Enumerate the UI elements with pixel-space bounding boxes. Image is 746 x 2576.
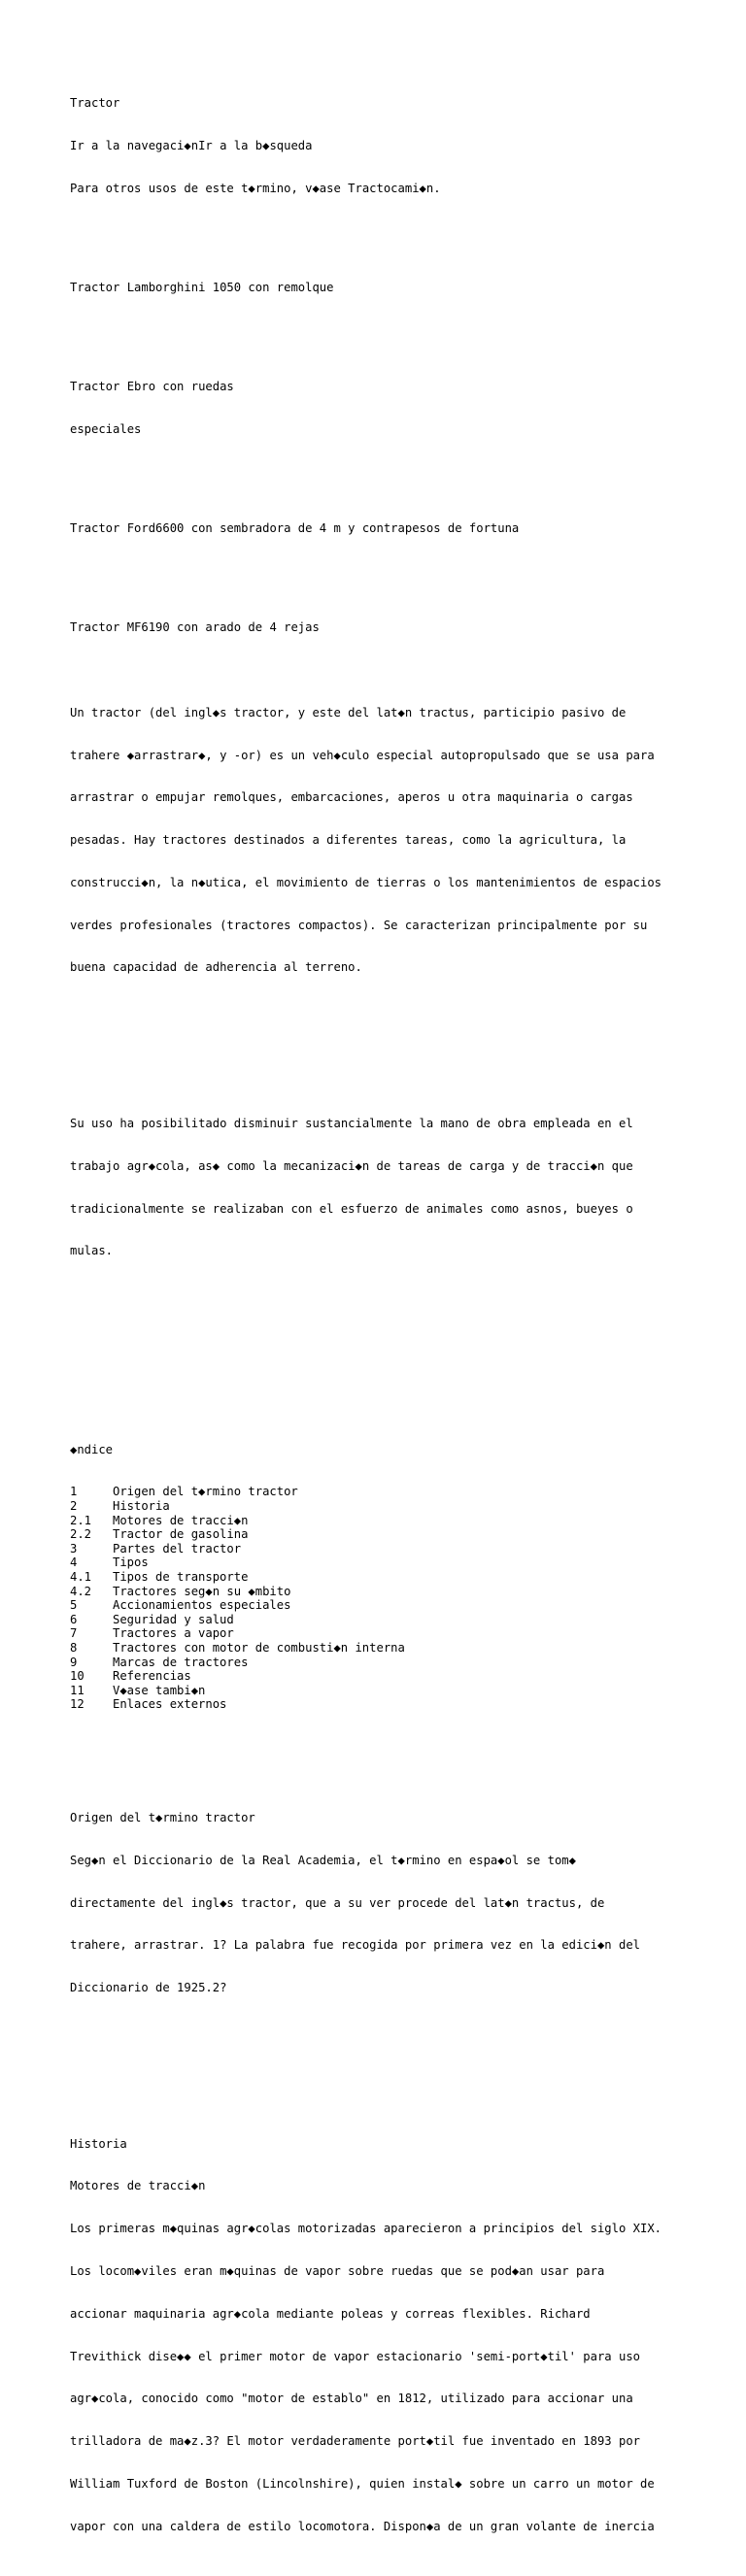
toc-item-number: 2.1 bbox=[70, 1513, 92, 1527]
toc-item-label[interactable]: Partes del tractor bbox=[113, 1541, 242, 1556]
text-line: verdes profesionales (tractores compactos). Se caracterizan principalmente por su bbox=[70, 918, 648, 932]
toc-item-number: 6 bbox=[70, 1612, 78, 1626]
origin-section bbox=[70, 1783, 711, 2024]
toc-item-label[interactable]: Tractores con motor de combusti◆n interna bbox=[113, 1640, 405, 1655]
toc-item-label[interactable]: Tipos bbox=[113, 1556, 149, 1570]
document-body bbox=[70, 68, 711, 2576]
text-line: trilladora de ma◆z.3? El motor verdaderamente port◆til fue inventado en 1893 por bbox=[70, 2434, 640, 2449]
toc-item-number: 8 bbox=[70, 1640, 78, 1655]
toc-item-number: 7 bbox=[70, 1626, 78, 1641]
toc-item[interactable] bbox=[70, 1598, 711, 1613]
toc-item-number: 11 bbox=[70, 1683, 85, 1697]
text-line: Trevithick dise◆◆ el primer motor de vapor estacionario 'semi-port◆til' para uso bbox=[70, 2349, 640, 2363]
toc-item-label[interactable]: V◆ase tambi◆n bbox=[113, 1683, 206, 1697]
image-caption: Tractor Ebro con ruedas bbox=[70, 380, 234, 394]
toc-item[interactable] bbox=[70, 1485, 711, 1499]
section-heading-origin: Origen del t◆rmino tractor bbox=[70, 1811, 255, 1825]
toc-item-label[interactable]: Tractores a vapor bbox=[113, 1626, 234, 1641]
text-line: agr◆cola, conocido como "motor de establo" en 1812, utilizado para accionar una bbox=[70, 2392, 633, 2406]
toc-item[interactable] bbox=[70, 1499, 711, 1514]
toc-item-number: 2 bbox=[70, 1498, 78, 1513]
image-caption: Tractor Ford6600 con sembradora de 4 m y contrapesos de fortuna bbox=[70, 521, 520, 535]
toc-item[interactable] bbox=[70, 1527, 711, 1542]
toc-item-number: 9 bbox=[70, 1655, 78, 1669]
text-line: Los locom◆viles eran m◆quinas de vapor sobre ruedas que se pod◆an usar para bbox=[70, 2264, 605, 2279]
text-line: mulas. bbox=[70, 1244, 114, 1258]
toc-item-number: 10 bbox=[70, 1669, 85, 1684]
toc-item-label[interactable]: Enlaces externos bbox=[113, 1697, 227, 1712]
toc-item-label[interactable]: Accionamientos especiales bbox=[113, 1598, 291, 1613]
image-caption: Tractor MF6190 con arado de 4 rejas bbox=[70, 620, 320, 635]
page-title: Tractor bbox=[70, 96, 120, 111]
image-caption: Tractor Lamborghini 1050 con remolque bbox=[70, 280, 334, 294]
text-line: tradicionalmente se realizaban con el esfuerzo de animales como asnos, bueyes o bbox=[70, 1201, 633, 1216]
toc-item-number: 4.2 bbox=[70, 1584, 92, 1598]
text-line: pesadas. Hay tractores destinados a diferentes tareas, como la agricultura, la bbox=[70, 833, 627, 848]
text-line: Su uso ha posibilitado disminuir sustancialmente la mano de obra empleada en el bbox=[70, 1116, 633, 1130]
text-line: Diccionario de 1925.2? bbox=[70, 1981, 227, 1995]
text-line: William Tuxford de Boston (Lincolnshire), quien instal◆ sobre un carro un motor de bbox=[70, 2476, 655, 2491]
text-line: trabajo agr◆cola, as◆ como la mecanizaci◆n de tareas de carga y de tracci◆n que bbox=[70, 1158, 633, 1173]
image-caption: especiales bbox=[70, 421, 142, 436]
toc-item[interactable] bbox=[70, 1556, 711, 1570]
toc-item[interactable] bbox=[70, 1585, 711, 1599]
text-line: directamente del ingl◆s tractor, que a su ver procede del lat◆n tractus, de bbox=[70, 1895, 605, 1910]
toc-item-label[interactable]: Tractores seg◆n su ◆mbito bbox=[113, 1584, 291, 1598]
toc-list bbox=[70, 1485, 711, 1712]
text-line: Un tractor (del ingl◆s tractor, y este del lat◆n tractus, participio pasivo de bbox=[70, 705, 627, 719]
toc-item[interactable] bbox=[70, 1641, 711, 1656]
toc-item-label[interactable]: Motores de tracci◆n bbox=[113, 1513, 249, 1527]
subsection-heading-traction: Motores de tracci◆n bbox=[70, 2179, 206, 2193]
toc-item-label[interactable]: Referencias bbox=[113, 1669, 191, 1684]
toc-item-number: 4 bbox=[70, 1556, 78, 1570]
toc-heading: ◆ndice bbox=[70, 1442, 114, 1456]
toc-item-label[interactable]: Tipos de transporte bbox=[113, 1569, 249, 1584]
text-line: Seg◆n el Diccionario de la Real Academia, el t◆rmino en espa◆ol se tom◆ bbox=[70, 1853, 576, 1867]
toc-item[interactable] bbox=[70, 1626, 711, 1641]
toc-item[interactable] bbox=[70, 1542, 711, 1556]
toc-item-number: 3 bbox=[70, 1541, 78, 1556]
intro-paragraph-1 bbox=[70, 678, 711, 1004]
toc-item-label[interactable]: Historia bbox=[113, 1498, 170, 1513]
text-line: buena capacidad de adherencia al terreno. bbox=[70, 960, 362, 975]
toc-item-number: 12 bbox=[70, 1697, 85, 1712]
text-line: trahere, arrastrar. 1? La palabra fue recogida por primera vez en la edici◆n del bbox=[70, 1938, 640, 1953]
intro-paragraph-2 bbox=[70, 1088, 711, 1287]
other-uses-note: Para otros usos de este t◆rmino, v◆ase Tractocami◆n. bbox=[70, 181, 441, 195]
toc-item[interactable] bbox=[70, 1613, 711, 1627]
toc-item-number: 1 bbox=[70, 1485, 78, 1499]
text-line: accionar maquinaria agr◆cola mediante poleas y correas flexibles. Richard bbox=[70, 2306, 591, 2321]
toc-item[interactable] bbox=[70, 1697, 711, 1712]
toc-item-label[interactable]: Marcas de tractores bbox=[113, 1655, 249, 1669]
toc-item-number: 2.2 bbox=[70, 1527, 92, 1542]
toc-item[interactable] bbox=[70, 1684, 711, 1698]
text-line: trahere ◆arrastrar◆, y -or) es un veh◆culo especial autopropulsado que se usa para bbox=[70, 748, 655, 762]
text-line: construcci◆n, la n◆utica, el movimiento de tierras o los mantenimientos de espacios bbox=[70, 875, 662, 889]
toc-item[interactable] bbox=[70, 1570, 711, 1585]
toc-item[interactable] bbox=[70, 1514, 711, 1528]
history-section bbox=[70, 2109, 711, 2562]
text-line: Los primeras m◆quinas agr◆colas motorizadas aparecieron a principios del siglo XIX. bbox=[70, 2222, 662, 2236]
text-line: arrastrar o empujar remolques, embarcaciones, aperos u otra maquinaria o cargas bbox=[70, 790, 633, 805]
text-line: vapor con una caldera de estilo locomotora. Dispon◆a de un gran volante de inercia bbox=[70, 2519, 655, 2533]
section-heading-history: Historia bbox=[70, 2136, 127, 2151]
table-of-contents bbox=[70, 1414, 711, 1740]
toc-item[interactable] bbox=[70, 1656, 711, 1670]
toc-item-label[interactable]: Origen del t◆rmino tractor bbox=[113, 1485, 298, 1499]
toc-item[interactable] bbox=[70, 1669, 711, 1684]
toc-item-number: 4.1 bbox=[70, 1569, 92, 1584]
nav-links-line[interactable]: Ir a la navegaci◆nIr a la b◆squeda bbox=[70, 138, 313, 152]
toc-item-label[interactable]: Tractor de gasolina bbox=[113, 1527, 249, 1542]
toc-item-label[interactable]: Seguridad y salud bbox=[113, 1612, 234, 1626]
toc-item-number: 5 bbox=[70, 1598, 78, 1613]
